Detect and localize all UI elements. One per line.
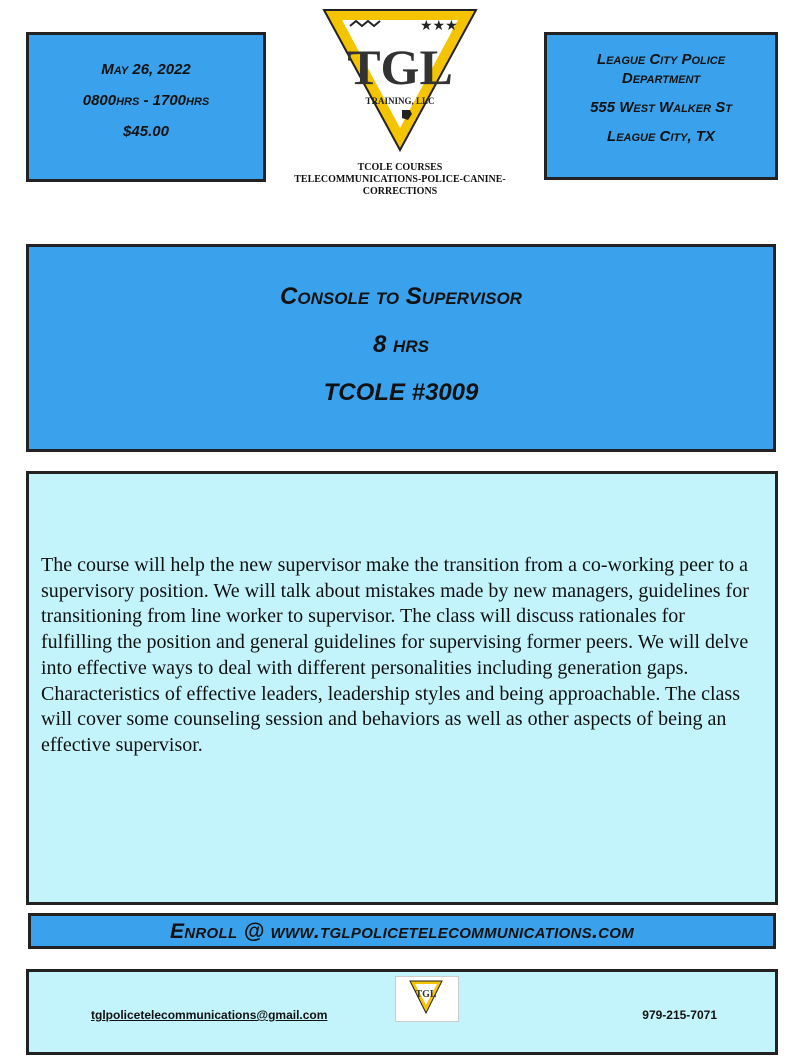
logo-tagline-2: TELECOMMUNICATIONS-POLICE-CANINE-CORRECTIONS <box>294 174 506 197</box>
logo-wordmark: TGL <box>347 39 453 95</box>
course-title-box <box>26 244 776 452</box>
footer-logo-wordmark: TGL <box>415 989 437 1000</box>
course-title: Console to Supervisor <box>280 283 522 310</box>
location-line-1: League City Police <box>596 51 726 68</box>
course-description: The course will help the new supervisor make the transition from a co-working peer to a supervisory position. We will talk about mistakes made by new managers, guidelines for transitioning from line worker to supervisor. The class will discuss rationales for fulfilling the position and general guidelines for supervising former peers. We will delve into effective ways to deal with different personalities including generation gaps. Characteristics of effective leaders, leadership styles and being approachable. The class will cover some counseling session and behaviors as well as other aspects of being an effective supervisor. <box>41 554 749 756</box>
event-date: May 26, 2022 <box>101 61 191 78</box>
course-duration: 8 hrs <box>373 331 429 358</box>
location-line-2: Department <box>621 70 701 87</box>
logo-company: TRAINING, LLC <box>365 96 435 106</box>
contact-phone[interactable]: 979-215-7071 <box>642 1008 717 1022</box>
location-city: League City, TX <box>607 128 715 145</box>
tgl-logo <box>290 6 510 197</box>
event-price: $45.00 <box>123 123 169 140</box>
course-tcole-number: TCOLE #3009 <box>323 379 479 406</box>
svg-text:★★★: ★★★ <box>420 18 458 34</box>
footer-box <box>26 969 778 1055</box>
location-box <box>544 32 778 180</box>
logo-tagline-1: TCOLE COURSES <box>357 162 443 173</box>
event-hours: 0800hrs - 1700hrs <box>82 92 210 109</box>
event-info-box <box>26 32 266 182</box>
enroll-link[interactable]: Enroll @ www.tglpolicetelecommunications.com <box>169 920 635 943</box>
enroll-bar <box>28 913 776 949</box>
location-street: 555 West Walker St <box>590 99 732 116</box>
contact-email[interactable]: tglpolicetelecommunications@gmail.com <box>91 1008 328 1022</box>
tgl-logo-emblem <box>320 6 480 154</box>
course-description-box <box>26 471 778 905</box>
footer-logo <box>395 976 459 1022</box>
